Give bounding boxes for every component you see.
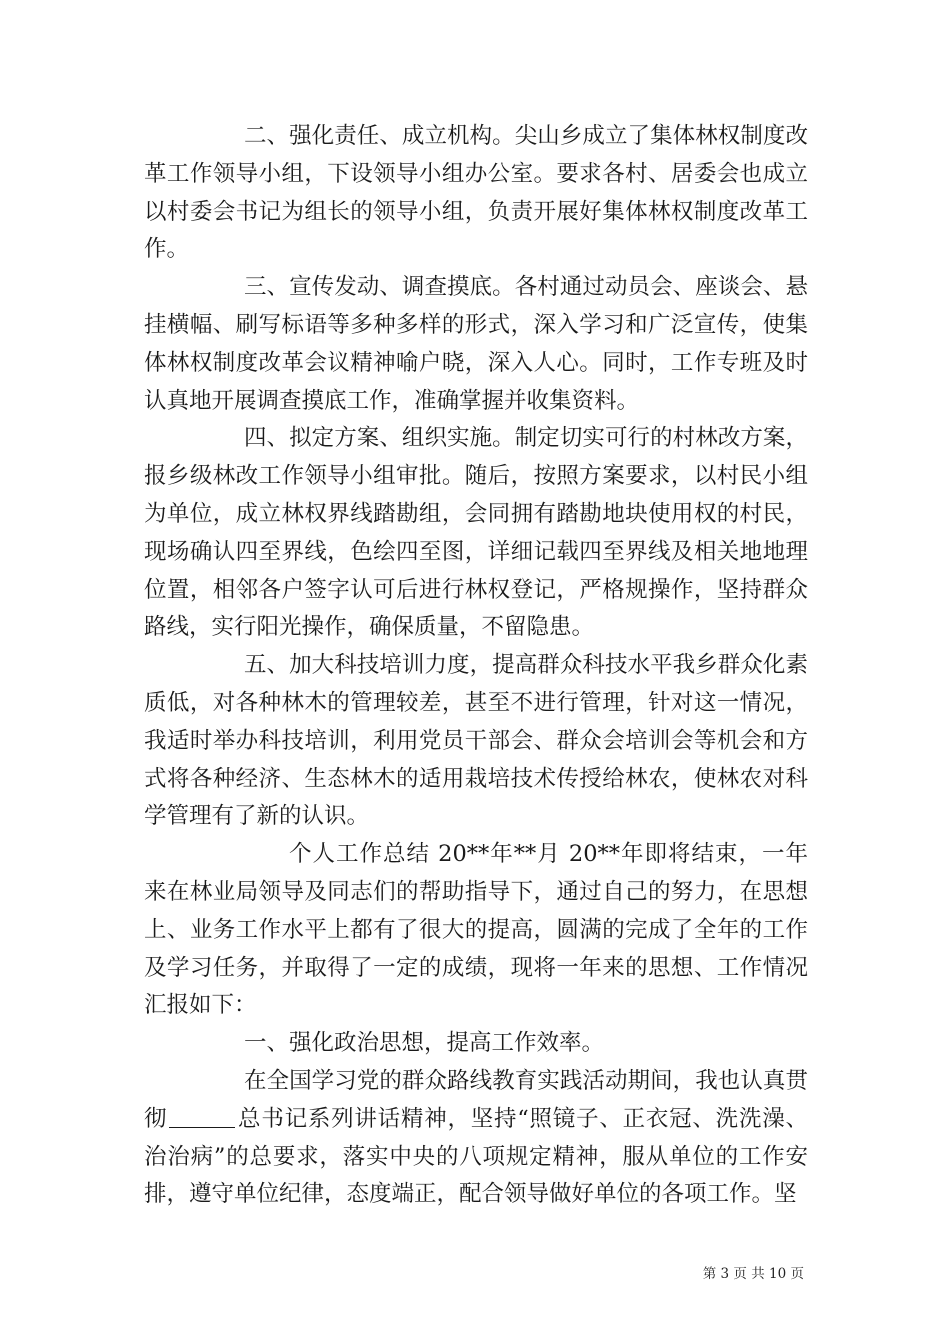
document-body xyxy=(144,118,808,1214)
paragraph-plan: 四、拟定方案、组织实施。制定切实可行的村林改方案，报乡级林改工作领导小组审批。随后，按照方案要求，以村民小组为单位，成立林权界线踏勘组，会同拥有踏勘地块使用权的村民，现场确认四至界线，色绘四至图，详细记载四至界线及相关地地理位置，相邻各户签字认可后进行林权登记，严格规操作，坚持群众路线，实行阳光操作，确保质量，不留隐患。 xyxy=(144,425,808,641)
fill-in-blank xyxy=(169,1104,235,1128)
paragraph-publicity: 三、宣传发动、调查摸底。各村通过动员会、座谈会、悬挂横幅、刷写标语等多种多样的形式，深入学习和广泛宣传，使集体林权制度改革会议精神喻户晓，深入人心。同时，工作专班及时认真地开展调查摸底工作，准确掌握并收集资料。 xyxy=(144,274,808,414)
paragraph-mass-line-start: 在全国学习党的群众路线教育实践活动期间，我也认真贯彻 xyxy=(144,1067,808,1132)
paragraph-summary-intro: 个人工作总结 20**年**月 20**年即将结束，一年来在林业局领导及同志们的帮助指导下，通过自己的努力，在思想上、业务工作水平上都有了很大的提高，圆满的完成了全年的工作及学习任务，并取得了一定的成绩，现将一年来的思想、工作情况汇报如下： xyxy=(144,841,808,1019)
paragraph-political-thought: 一、强化政治思想，提高工作效率。 xyxy=(244,1030,605,1057)
paragraph-training: 五、加大科技培训力度，提高群众科技水平我乡群众化素质低，对各种林木的管理较差，甚至不进行管理，针对这一情况，我适时举办科技培训，利用党员干部会、群众会培训会等机会和方式将各种经济、生态林木的适用栽培技术传授给林农，使林农对科学管理有了新的认识。 xyxy=(144,652,808,830)
paragraph-responsibility: 二、强化责任、成立机构。尖山乡成立了集体林权制度改革工作领导小组，下设领导小组办公室。要求各村、居委会也成立以村委会书记为组长的领导小组，负责开展好集体林权制度改革工作。 xyxy=(144,123,808,263)
page-number-footer: 第 3 页 共 10 页 xyxy=(702,1266,804,1282)
paragraph-mass-line xyxy=(144,1063,808,1214)
paragraph-mass-line-end: 总书记系列讲话精神，坚持“照镜子、正衣冠、洗洗澡、治治病”的总要求，落实中央的八项规定精神，服从单位的工作安排，遵守单位纪律，态度端正，配合领导做好单位的各项工作。坚 xyxy=(144,1105,808,1208)
